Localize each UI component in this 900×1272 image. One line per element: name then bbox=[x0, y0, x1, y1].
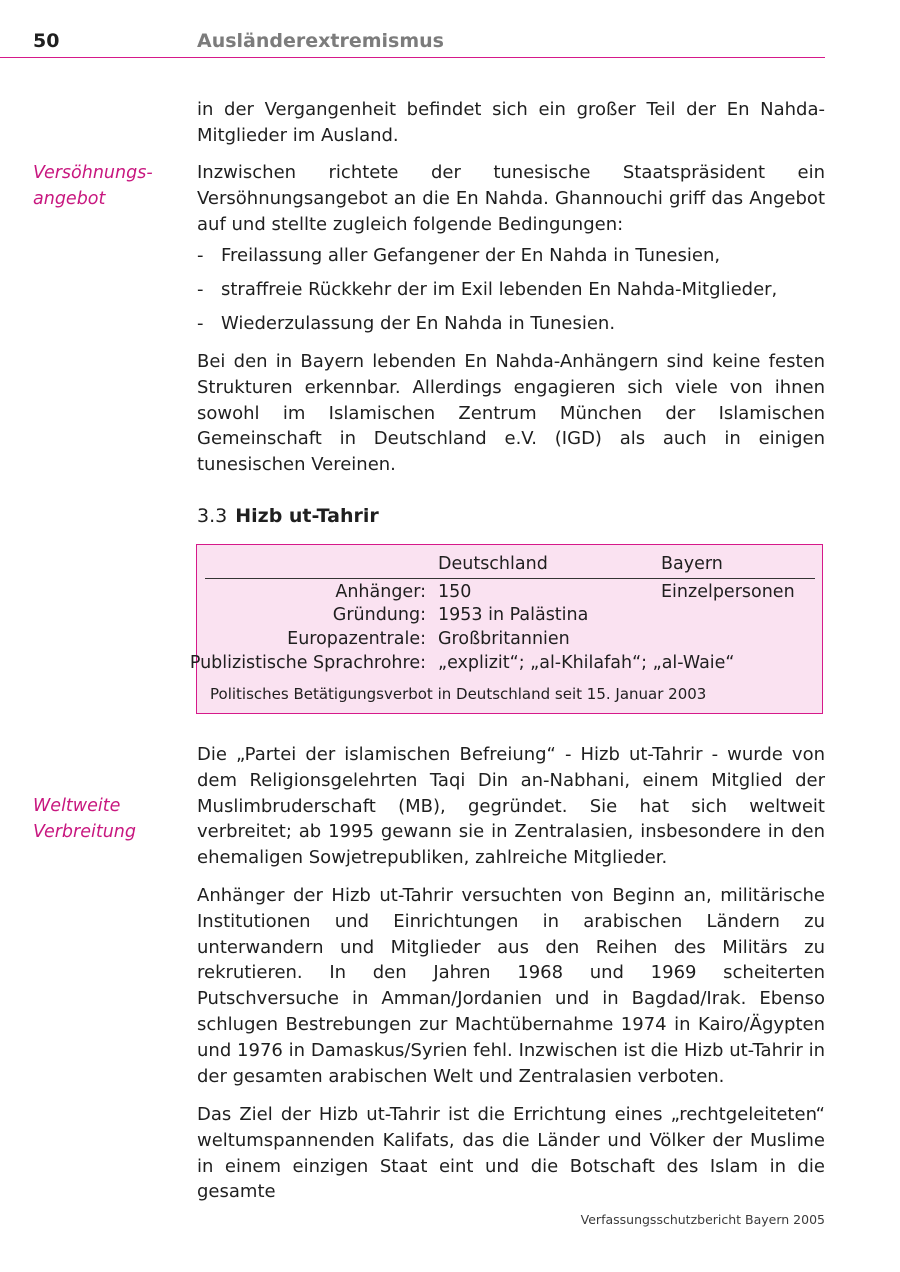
paragraph-text: Die „Partei der islamischen Befreiung“ - Hizb ut-Tahrir - wurde von dem Religionsgelehrten Taqi Din an-Nabhani, einem Mitglied der Muslimbruderschaft (MB), gegründet. Sie hat sich weltweit verbreitet; ab 1995 gewann sie in Zentralasien, insbesondere in den ehemaligen Sowjetrepubliken, zahlreiche Mitglieder. bbox=[197, 744, 825, 869]
fact-box-rule bbox=[205, 578, 815, 579]
list-item bbox=[197, 311, 825, 345]
fact-label: Europazentrale: bbox=[287, 629, 426, 649]
fact-value-germany: 1953 in Palästina bbox=[438, 605, 589, 625]
section-title: Hizb ut-Tahrir bbox=[235, 505, 379, 527]
conditions-list bbox=[197, 243, 825, 345]
section-heading bbox=[197, 505, 379, 527]
margin-note-reconciliation bbox=[33, 160, 153, 212]
paragraph-text: Inzwischen richtete der tunesische Staatspräsident ein Versöhnungsangebot an die En Nahda. Ghannouchi griff das Angebot auf und stellte zugleich folgende Bedingungen: bbox=[197, 162, 825, 235]
margin-note-line: Versöhnungs- bbox=[33, 163, 153, 183]
body-paragraph-3 bbox=[197, 349, 825, 478]
footer-text: Verfassungsschutzbericht Bayern 2005 bbox=[580, 1212, 825, 1227]
body-paragraph-5 bbox=[197, 883, 825, 1089]
margin-note-spread bbox=[33, 793, 136, 845]
list-item bbox=[197, 277, 825, 311]
list-item-text: straffreie Rückkehr der im Exil lebenden En Nahda-Mitglieder, bbox=[221, 279, 778, 300]
fact-box bbox=[189, 544, 823, 714]
bullet-dash: - bbox=[197, 279, 204, 300]
list-item bbox=[197, 243, 825, 277]
fact-label: Anhänger: bbox=[335, 582, 426, 602]
fact-value-germany: „explizit“; „al-Khilafah“; „al-Waie“ bbox=[438, 653, 735, 673]
fact-label: Gründung: bbox=[332, 605, 426, 625]
bullet-dash: - bbox=[197, 313, 204, 334]
bullet-dash: - bbox=[197, 245, 204, 266]
section-number: 3.3 bbox=[197, 505, 228, 527]
paragraph-text: Das Ziel der Hizb ut-Tahrir ist die Errichtung eines „rechtgeleiteten“ weltumspannenden Kalifats, das die Länder und Völker der Muslime in einem einzigen Staat eint und die Botschaft des Islam in die gesamte bbox=[197, 1104, 825, 1203]
fact-value-bavaria: Einzelpersonen bbox=[661, 582, 795, 602]
column-header-germany: Deutschland bbox=[438, 554, 548, 574]
body-paragraph-4 bbox=[197, 742, 825, 871]
fact-value-germany: Großbritannien bbox=[438, 629, 570, 649]
fact-label: Publizistische Sprachrohre: bbox=[189, 653, 426, 673]
margin-note-line: Verbreitung bbox=[33, 822, 136, 842]
margin-note-line: Weltweite bbox=[33, 796, 121, 816]
column-header-bavaria: Bayern bbox=[661, 554, 723, 574]
paragraph-text: in der Vergangenheit befindet sich ein großer Teil der En Nahda-Mitglieder im Ausland. bbox=[197, 99, 825, 146]
running-title: Ausländerextremismus bbox=[197, 30, 444, 52]
paragraph-text: Anhänger der Hizb ut-Tahrir versuchten von Beginn an, militärische Institutionen und Einrichtungen in arabischen Ländern zu unterwandern und Mitglieder aus den Reihen des Militärs zu rekrutieren. In den Jahren 1968 und 1969 scheiterten Putschversuche in Amman/Jordanien und in Bagdad/Irak. Ebenso schlugen Bestrebungen zur Machtübernahme 1974 in Kairo/Ägypten und 1976 in Damaskus/Syrien fehl. Inzwischen ist die Hizb ut-Tahrir in der gesamten arabischen Welt und Zentralasien verboten. bbox=[197, 885, 825, 1087]
list-item-text: Wiederzulassung der En Nahda in Tunesien. bbox=[221, 313, 616, 334]
body-paragraph-6 bbox=[197, 1102, 825, 1205]
body-paragraph-1 bbox=[197, 97, 825, 149]
paragraph-text: Bei den in Bayern lebenden En Nahda-Anhängern sind keine festen Strukturen erkennbar. Allerdings engagieren sich viele von ihnen sowohl im Islamischen Zentrum München der Islamischen Gemeinschaft in Deutschland e.V. (IGD) als auch in einigen tunesischen Vereinen. bbox=[197, 351, 825, 476]
body-paragraph-2 bbox=[197, 160, 825, 237]
fact-value-germany: 150 bbox=[438, 582, 472, 602]
margin-note-line: angebot bbox=[33, 189, 106, 209]
header-divider bbox=[0, 57, 825, 58]
page-number: 50 bbox=[33, 30, 60, 52]
fact-box-note: Politisches Betätigungsverbot in Deutschland seit 15. Januar 2003 bbox=[210, 685, 707, 703]
list-item-text: Freilassung aller Gefangener der En Nahda in Tunesien, bbox=[221, 245, 721, 266]
